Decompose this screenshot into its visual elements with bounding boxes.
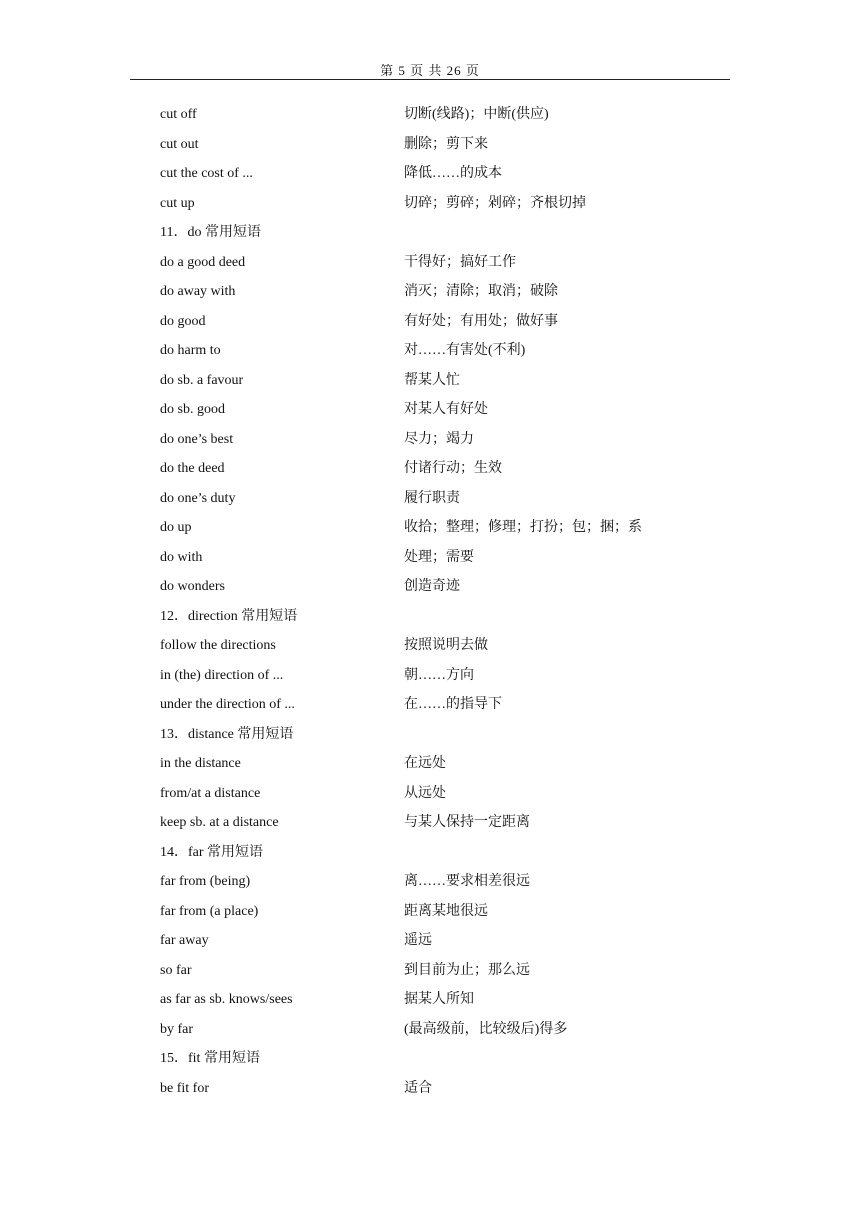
english-phrase: do wonders xyxy=(160,579,225,594)
english-phrase: do away with xyxy=(160,284,236,299)
phrase-row xyxy=(160,897,720,927)
phrase-row xyxy=(160,631,720,661)
english-phrase: from/at a distance xyxy=(160,785,261,801)
chinese-meaning: 在……的指导下 xyxy=(404,697,502,712)
english-phrase: do the deed xyxy=(160,461,225,476)
english-phrase: cut off xyxy=(160,107,197,122)
english-phrase: so far xyxy=(160,962,192,978)
english-phrase: do with xyxy=(160,549,203,565)
phrase-row xyxy=(160,749,720,779)
phrase-row xyxy=(160,513,720,543)
english-phrase: in the distance xyxy=(160,756,241,771)
english-phrase: keep sb. at a distance xyxy=(160,815,279,830)
phrase-row xyxy=(160,808,720,838)
phrase-row xyxy=(160,985,720,1015)
english-phrase: do one’s best xyxy=(160,431,234,447)
english-phrase: do up xyxy=(160,520,192,535)
english-phrase: do harm to xyxy=(160,343,221,358)
phrase-row xyxy=(160,159,720,189)
chinese-meaning: 距离某地很远 xyxy=(404,903,488,919)
phrase-row xyxy=(160,1074,720,1104)
english-phrase: cut out xyxy=(160,136,199,152)
english-phrase: as far as sb. knows/sees xyxy=(160,992,293,1007)
phrase-row xyxy=(160,307,720,337)
english-phrase: do sb. good xyxy=(160,402,225,417)
chinese-meaning: 遥远 xyxy=(404,933,432,948)
phrase-row xyxy=(160,572,720,602)
english-phrase: be fit for xyxy=(160,1080,209,1096)
chinese-meaning: 对……有害处(不利) xyxy=(404,343,526,358)
chinese-meaning: 切碎；剪碎；剁碎；齐根切掉 xyxy=(404,195,586,211)
chinese-meaning: 切断(线路)；中断(供应) xyxy=(404,107,549,122)
english-phrase: under the direction of ... xyxy=(160,697,295,712)
phrase-row xyxy=(160,366,720,396)
chinese-meaning: 干得好；搞好工作 xyxy=(404,254,516,270)
section-heading: 13．distance 常用短语 xyxy=(160,726,294,742)
phrase-row xyxy=(160,926,720,956)
page-number-header: 第 5 页 共 26 页 xyxy=(380,63,480,78)
english-phrase: do one’s duty xyxy=(160,490,236,506)
phrase-row xyxy=(160,336,720,366)
phrase-list xyxy=(160,100,720,1103)
phrase-row xyxy=(160,248,720,278)
english-phrase: far away xyxy=(160,933,209,948)
header-divider xyxy=(130,79,730,80)
english-phrase: cut the cost of ... xyxy=(160,166,253,181)
chinese-meaning: 创造奇迹 xyxy=(404,579,460,594)
english-phrase: far from (being) xyxy=(160,874,251,889)
phrase-row xyxy=(160,1015,720,1045)
phrase-row xyxy=(160,484,720,514)
chinese-meaning: 对某人有好处 xyxy=(404,402,488,417)
section-heading: 11．do 常用短语 xyxy=(160,225,261,240)
chinese-meaning: 尽力；竭力 xyxy=(404,431,474,447)
chinese-meaning: 与某人保持一定距离 xyxy=(404,815,530,830)
chinese-meaning: 在远处 xyxy=(404,756,446,771)
english-phrase: far from (a place) xyxy=(160,903,259,919)
chinese-meaning: (最高级前，比较级后)得多 xyxy=(404,1021,568,1037)
section-heading: 15．fit 常用短语 xyxy=(160,1051,260,1066)
chinese-meaning: 降低……的成本 xyxy=(404,166,502,181)
chinese-meaning: 按照说明去做 xyxy=(404,638,488,653)
english-phrase: cut up xyxy=(160,195,195,211)
section-heading: 14．far 常用短语 xyxy=(160,844,264,860)
phrase-row xyxy=(160,661,720,691)
chinese-meaning: 据某人所知 xyxy=(404,992,474,1007)
chinese-meaning: 消灭；清除；取消；破除 xyxy=(404,284,558,299)
phrase-row xyxy=(160,779,720,809)
phrase-row xyxy=(160,690,720,720)
english-phrase: do good xyxy=(160,313,206,329)
chinese-meaning: 从远处 xyxy=(404,785,446,801)
phrase-row xyxy=(160,867,720,897)
chinese-meaning: 收拾；整理；修理；打扮；包；捆；系 xyxy=(404,520,642,535)
english-phrase: do sb. a favour xyxy=(160,372,244,388)
section-heading: 12．direction 常用短语 xyxy=(160,608,298,624)
chinese-meaning: 删除；剪下来 xyxy=(404,136,488,152)
chinese-meaning: 到目前为止；那么远 xyxy=(404,962,530,978)
chinese-meaning: 履行职责 xyxy=(404,490,460,506)
phrase-row xyxy=(160,130,720,160)
phrase-row xyxy=(160,395,720,425)
chinese-meaning: 有好处；有用处；做好事 xyxy=(404,313,558,329)
chinese-meaning: 处理；需要 xyxy=(404,549,474,565)
phrase-row xyxy=(160,425,720,455)
phrase-row xyxy=(160,100,720,130)
chinese-meaning: 帮某人忙 xyxy=(404,372,460,388)
english-phrase: in (the) direction of ... xyxy=(160,667,284,683)
phrase-row xyxy=(160,956,720,986)
english-phrase: follow the directions xyxy=(160,638,276,653)
phrase-row xyxy=(160,454,720,484)
chinese-meaning: 适合 xyxy=(404,1080,432,1096)
chinese-meaning: 付诸行动；生效 xyxy=(404,461,502,476)
phrase-row xyxy=(160,189,720,219)
phrase-row xyxy=(160,543,720,573)
chinese-meaning: 朝……方向 xyxy=(404,667,474,683)
phrase-row xyxy=(160,277,720,307)
chinese-meaning: 离……要求相差很远 xyxy=(404,874,530,889)
english-phrase: by far xyxy=(160,1021,194,1037)
english-phrase: do a good deed xyxy=(160,254,246,270)
